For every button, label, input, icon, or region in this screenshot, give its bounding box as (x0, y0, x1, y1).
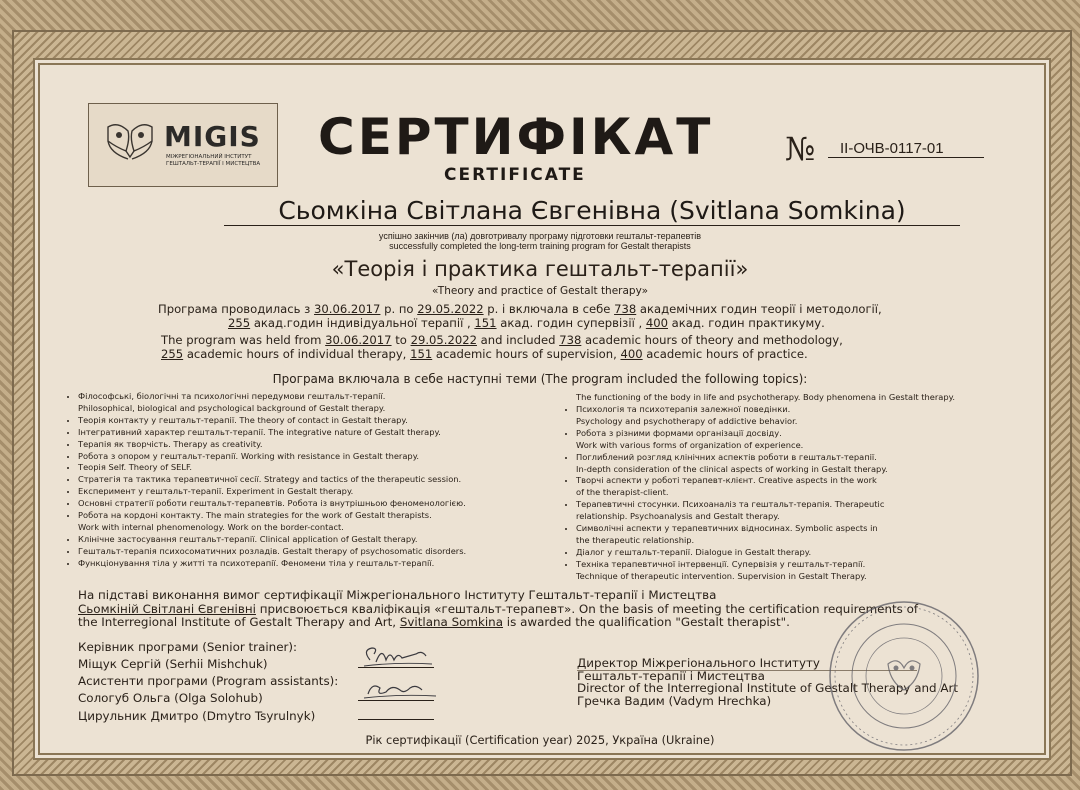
topic-item (576, 475, 1036, 499)
topic-text: • Філософські, біологічні та психологічні передумови гештальт-терапії. (78, 391, 386, 401)
topic-text: • Теорія Self. Theory of SELF. (78, 462, 193, 473)
topic-text: • Експеримент у гештальт-терапії. Experiment in Gestalt therapy. (78, 486, 354, 497)
certificate-subtitle: CERTIFICATE (444, 165, 586, 185)
signature-mishchuk-icon (356, 640, 440, 672)
recipient-name-dative: Сьомкіній Світлані Євгенівні (78, 601, 256, 616)
topic-item (78, 534, 574, 546)
topic-text: Work with various forms of organization of experience. (576, 439, 804, 450)
topic-text: • Робота з різними формами організації досвіду. (576, 427, 782, 438)
topic-text: • Терапія як творчість. Therapy as creativity. (78, 438, 263, 449)
topic-item (576, 428, 1036, 452)
logo-subtitle: МІЖРЕГІОНАЛЬНИЙ ІНСТИТУТ ГЕШТАЛЬТ-ТЕРАПІЇ І МИСТЕЦТВА (166, 154, 261, 167)
topic-text: • Основні стратегії роботи гештальт-терапевтів. Робота із внутрішньою феноменологією. (78, 498, 466, 509)
topic-text: • Терапевтичні стосунки. Психоаналіз та гештальт-терапія. Therapeutic (576, 499, 885, 510)
start-date: 30.06.2017 (325, 333, 392, 347)
topic-text: the therapeutic relationship. (576, 534, 695, 545)
institute-seal-icon (826, 598, 982, 754)
topics-column-1 (64, 391, 574, 570)
text: акад.годин індивідуальної терапії , (250, 316, 475, 330)
signature-line (358, 719, 434, 720)
topic-text: In-depth consideration of the clinical aspects of working in Gestalt therapy. (576, 463, 888, 474)
topic-text: • Теорія контакту у гештальт-терапії. The theory of contact in Gestalt therapy. (78, 414, 408, 425)
recipient-name-en: Svitlana Somkina (399, 615, 504, 630)
assistant-1-name: Сологуб Ольга (Olga Solohub) (78, 691, 263, 705)
text: р. і включала в себе (483, 302, 615, 316)
practicum-hours: 400 (620, 347, 643, 361)
completion-line-ua: успішно закінчив (ла) довготривалу програму підготовки гештальт-терапевтів (378, 231, 702, 241)
topic-item (78, 439, 574, 451)
individual-hours: 255 (228, 316, 251, 330)
program-title-en: «Theory and practice of Gestalt therapy» (431, 285, 649, 297)
topic-item (78, 510, 574, 534)
practicum-hours: 400 (645, 316, 668, 330)
topic-item (576, 452, 1036, 476)
topic-text: relationship. Psychoanalysis and Gestalt therapy. (576, 511, 780, 522)
topic-text: • Психологія та психотерапія залежної поведінки. (576, 404, 791, 414)
program-details-ua-line2 (228, 316, 825, 330)
text: акад. годин супервізії , (496, 316, 646, 330)
topic-item (78, 462, 574, 474)
text: to (391, 333, 411, 347)
topics-column-2 (562, 404, 1036, 583)
director-title-en: Director of the Interregional Institute of Gestalt Therapy and Art (577, 681, 959, 696)
individual-hours: 255 (161, 347, 184, 361)
topic-item (78, 427, 574, 439)
end-date: 29.05.2022 (410, 333, 477, 347)
signature-solohub-icon (358, 676, 442, 704)
senior-trainer-name: Міщук Сергій (Serhii Mishchuk) (78, 657, 268, 671)
logo-name: MIGIS (164, 120, 261, 153)
topic-text: • Інтегративний характер гештальт-терапії. The integrative nature of Gestalt therapy. (78, 426, 441, 437)
certification-year: Рік сертифікації (Certification year) 2025, Україна (Ukraine) (365, 733, 715, 747)
assistants-label: Асистенти програми (Program assistants): (78, 674, 339, 688)
topic-item (576, 404, 1036, 428)
topic-item (78, 451, 574, 463)
topic-text: • Функціонування тіла у житті та психотерапії. Феномени тіла у гештальт-терапії. (78, 557, 435, 568)
cert-line-3 (78, 616, 938, 630)
text: academic hours of individual therapy, (183, 347, 411, 361)
topic-item (576, 523, 1036, 547)
topic-text: of the therapist-client. (576, 487, 669, 498)
recipient-name: Сьомкіна Світлана Євгенівна (Svitlana Somkina) (224, 196, 960, 226)
certificate-title: СЕРТИФІКАТ (318, 108, 714, 166)
topic-text: • Поглиблений розгляд клінічних аспектів роботи в гештальт-терапії. (576, 451, 877, 462)
completion-statement (0, 231, 1080, 251)
text: academic hours of supervision, (432, 347, 621, 361)
program-details-en-line2 (161, 347, 808, 361)
topic-text: • Техніка терапевтичної інтервенції. Супервізія у гештальт-терапії. (576, 558, 866, 569)
topic-text: • Гештальт-терапія психосоматичних розладів. Gestalt therapy of psychosomatic disorders. (78, 545, 467, 556)
topic-text: • Символічні аспекти у терапевтичних відносинах. Symbolic aspects in (576, 523, 878, 534)
topic-item (576, 499, 1036, 523)
director-name: Гречка Вадим (Vadym Hrechka) (577, 693, 772, 708)
topic-item (78, 546, 574, 558)
topic-item (576, 559, 1036, 583)
cert-line-1: На підставі виконання вимог сертифікації Міжрегіонального Інституту Гештальт-терапії і Мистецтва (78, 588, 717, 602)
theory-hours: 738 (559, 333, 582, 347)
text: and included (476, 333, 560, 347)
topic-text: Psychology and psychotherapy of addictive behavior. (576, 415, 798, 426)
topic-item (78, 415, 574, 427)
text: the Interregional Institute of Gestalt Therapy and Art, (78, 615, 400, 630)
topic-text: • Робота на кордоні контакту. The main strategies for the work of Gestalt therapists. (78, 510, 432, 521)
owl-icon (104, 117, 156, 165)
topic-text: Technique of therapeutic intervention. Supervision in Gestalt Therapy. (576, 570, 867, 581)
topic-text: Work with internal phenomenology. Work on the border-contact. (78, 521, 344, 532)
supervision-hours: 151 (474, 316, 497, 330)
topic-text: • Клінічне застосування гештальт-терапії. Clinical application of Gestalt therapy. (78, 533, 418, 544)
topic-text: • Діалог у гештальт-терапії. Dialogue in Gestalt therapy. (576, 546, 812, 557)
topic-item (78, 498, 574, 510)
topic-item (78, 474, 574, 486)
text: присвоюється кваліфікація «гештальт-терапевт». On the basis of meeting the certification requirements of (255, 601, 919, 616)
senior-trainer-label: Керівник програми (Senior trainer): (78, 640, 298, 654)
topic-continuation: The functioning of the body in life and psychotherapy. Body phenomena in Gestalt therapy. (576, 392, 956, 402)
theory-hours: 738 (614, 302, 637, 316)
text: акад. годин практикуму. (667, 316, 825, 330)
text: is awarded the qualification "Gestalt therapist". (503, 615, 790, 630)
completion-line-en: successfully completed the long-term training program for Gestalt therapists (389, 241, 691, 251)
topic-item (78, 486, 574, 498)
director-title-ua-2: Гештальт-терапії і Мистецтва (577, 668, 765, 683)
director-title-ua-1: Директор Міжрегіонального Інституту (577, 656, 820, 670)
text: р. по (380, 302, 418, 316)
text: академічних годин теорії і методології, (636, 302, 882, 316)
topics-heading: Програма включала в себе наступні теми (The program included the following topics): (272, 372, 808, 386)
topic-item (78, 391, 574, 415)
topic-item (576, 547, 1036, 559)
text: academic hours of practice. (642, 347, 808, 361)
certification-statement (78, 589, 938, 630)
start-date: 30.06.2017 (314, 302, 381, 316)
program-details-ua-line1 (158, 302, 882, 316)
program-details-en-line1 (161, 333, 843, 347)
topic-text: • Стратегія та тактика терапевтичної сесії. Strategy and tactics of the therapeutic session. (78, 474, 462, 485)
certificate-number: II-ОЧВ-0117-01 (828, 140, 984, 158)
topic-text: Philosophical, biological and psychological background of Gestalt therapy. (78, 402, 386, 413)
text: The program was held from (161, 333, 326, 347)
assistant-2-name: Цирульник Дмитро (Dmytro Tsyrulnyk) (78, 709, 316, 723)
number-label: № (785, 130, 816, 168)
supervision-hours: 151 (410, 347, 433, 361)
topic-text: • Робота з опором у гештальт-терапії. Working with resistance in Gestalt therapy. (78, 450, 420, 461)
topic-item (78, 558, 574, 570)
text: Програма проводилась з (158, 302, 315, 316)
topic-text: • Творчі аспекти у роботі терапевт-клієнт. Creative aspects in the work (576, 475, 877, 486)
cert-line-2 (78, 603, 938, 617)
text: academic hours of theory and methodology, (581, 333, 843, 347)
end-date: 29.05.2022 (417, 302, 484, 316)
program-title-ua: «Теорія і практика гештальт-терапії» (331, 257, 749, 281)
